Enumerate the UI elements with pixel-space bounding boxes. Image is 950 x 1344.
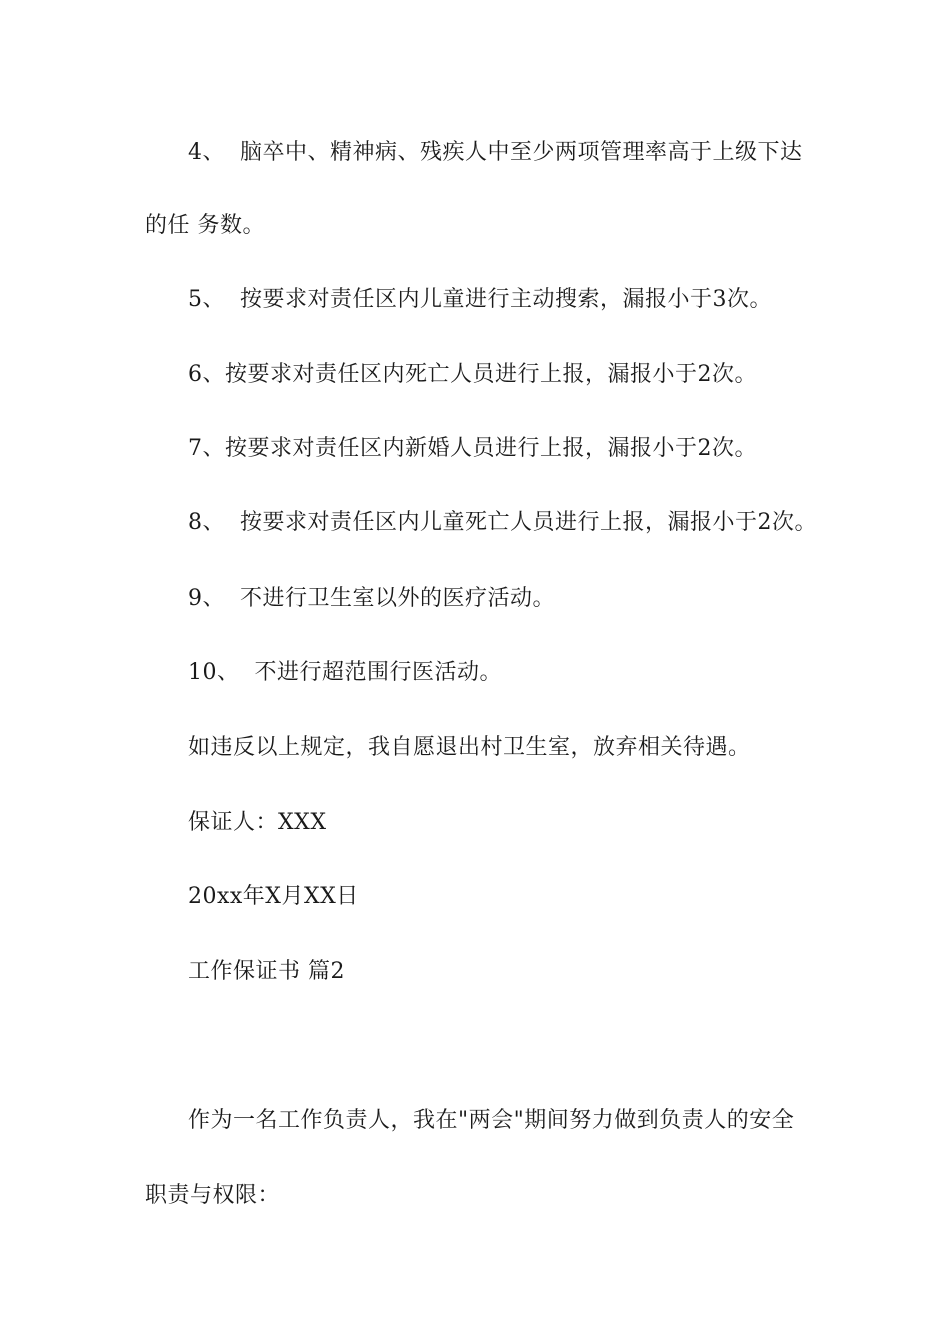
item-4-continuation: 的任 务数。 <box>145 213 265 238</box>
guarantor-line: 保证人：XXX <box>188 810 327 835</box>
item-7-text: 7、按要求对责任区内新婚人员进行上报，漏报小于2次。 <box>188 436 757 461</box>
section-heading: 工作保证书 篇2 <box>188 959 345 984</box>
item-6-text: 6、按要求对责任区内死亡人员进行上报，漏报小于2次。 <box>188 362 757 387</box>
item-8-text: 8、 按要求对责任区内儿童死亡人员进行上报，漏报小于2次。 <box>188 510 817 535</box>
date-line: 20xx年X月XX日 <box>188 884 359 909</box>
item-5-text: 5、 按要求对责任区内儿童进行主动搜索，漏报小于3次。 <box>188 287 772 312</box>
paragraph-intro: 作为一名工作负责人，我在"两会"期间努力做到负责人的安全 <box>188 1108 795 1133</box>
violation-clause: 如违反以上规定，我自愿退出村卫生室，放弃相关待遇。 <box>188 735 751 760</box>
item-10-text: 10、 不进行超范围行医活动。 <box>188 660 502 685</box>
item-4-text: 4、 脑卒中、精神病、残疾人中至少两项管理率高于上级下达 <box>188 140 803 165</box>
paragraph-intro-continuation: 职责与权限： <box>145 1183 281 1208</box>
item-9-text: 9、 不进行卫生室以外的医疗活动。 <box>188 586 555 611</box>
